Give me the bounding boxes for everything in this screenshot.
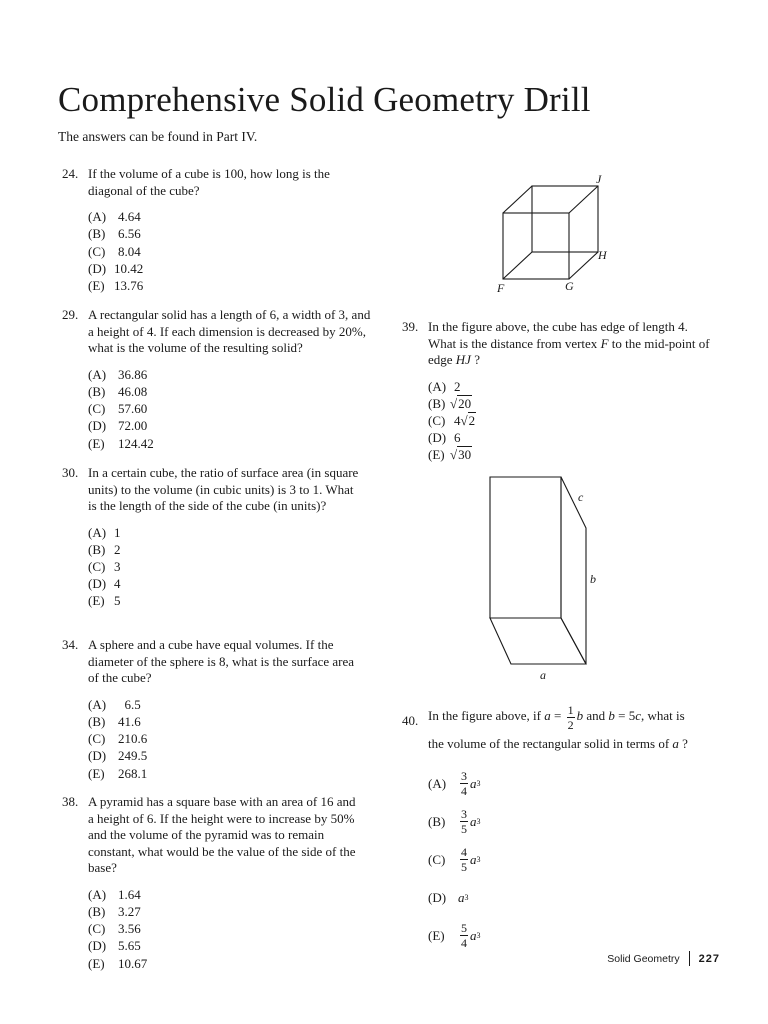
option-b[interactable]: (B) 6.56 — [88, 226, 141, 242]
option-c[interactable]: (C) 8.04 — [88, 243, 141, 259]
question-number: 40. — [402, 713, 419, 728]
option-d[interactable]: (D) 72.00 — [88, 418, 148, 434]
edge-label-a: a — [540, 668, 546, 682]
question-24 — [62, 166, 372, 294]
question-text: In a certain cube, the ratio of surface area (in square units) to the volume (in cubic units) is 3 to 1. What is the length of the side of the cube (in units)? — [88, 465, 359, 513]
option-c[interactable]: (C) 3 — [88, 558, 121, 574]
option-b[interactable]: (B) $\frac{3}{5}$ a 3 — [428, 807, 481, 837]
option-b[interactable]: (B) √20 — [428, 395, 472, 411]
footer-section-name: Solid Geometry — [607, 952, 680, 965]
solid-bottom-face — [490, 618, 586, 664]
option-e[interactable]: (E) 268.1 — [88, 765, 148, 781]
option-c[interactable]: (C) 210.6 — [88, 731, 148, 747]
edge-label-b: b — [590, 572, 596, 586]
option-d[interactable]: (D) a 3 — [428, 889, 469, 905]
page-number: 227 — [698, 952, 720, 965]
question-number: 38. — [62, 794, 79, 809]
question-38 — [62, 794, 362, 972]
option-e[interactable]: (E) √30 — [428, 446, 472, 462]
edge-label-c: c — [578, 490, 584, 504]
solid-front-face — [490, 477, 561, 618]
answer-options — [88, 208, 372, 294]
option-e[interactable]: (E) $\frac{5}{4}$ a 3 — [428, 921, 481, 951]
option-e[interactable]: (E) 5 — [88, 592, 121, 608]
vertex-label-j: J — [596, 172, 602, 186]
answer-options — [88, 366, 374, 452]
option-c[interactable]: (C) 3.56 — [88, 921, 141, 937]
option-b[interactable]: (B) 46.08 — [88, 383, 148, 399]
option-a[interactable]: (A) 1.64 — [88, 886, 141, 902]
vertex-label-h: H — [598, 248, 607, 262]
option-d[interactable]: (D) 6 — [428, 429, 461, 445]
question-text: In the figure above, if a = $\frac{1}{2}$ b and b = 5c, what is the volume of the rectangular solid in terms of a ? — [428, 702, 688, 751]
rectangular-solid-figure — [480, 470, 610, 685]
question-30 — [62, 465, 362, 609]
page-subtitle: The answers can be found in Part IV. — [58, 129, 258, 144]
option-a[interactable]: (A) 6.5 — [88, 696, 141, 712]
question-text: A pyramid has a square base with an area of 16 and a height of 6. If the height were to increase by 50% and the volume of the pyramid was to remain constant, what would be the value of the side of the base? — [88, 794, 356, 875]
option-a[interactable]: (A) 2 — [428, 378, 461, 394]
question-34 — [62, 637, 362, 782]
question-text: A sphere and a cube have equal volumes. If the diameter of the sphere is 8, what is the surface area of the cube? — [88, 637, 355, 685]
answer-options — [88, 886, 362, 972]
option-b[interactable]: (B) 41.6 — [88, 713, 141, 729]
option-d[interactable]: (D) 4 — [88, 575, 121, 591]
option-e[interactable]: (E) 10.67 — [88, 955, 148, 971]
page-footer — [607, 951, 720, 966]
option-e[interactable]: (E) 13.76 — [88, 278, 144, 294]
answer-options — [88, 696, 362, 782]
option-d[interactable]: (D) 10.42 — [88, 260, 144, 276]
footer-divider — [689, 951, 690, 966]
option-b[interactable]: (B) 3.27 — [88, 903, 141, 919]
option-d[interactable]: (D) 249.5 — [88, 748, 148, 764]
question-number: 24. — [62, 166, 79, 181]
answer-options — [428, 765, 722, 955]
option-d[interactable]: (D) 5.65 — [88, 938, 141, 954]
question-40 — [402, 703, 722, 955]
question-number: 29. — [62, 307, 79, 322]
question-number: 34. — [62, 637, 79, 652]
option-a[interactable]: (A) 1 — [88, 524, 121, 540]
cube-figure — [490, 168, 620, 296]
vertex-label-g: G — [565, 279, 574, 293]
answer-options — [428, 378, 712, 463]
option-e[interactable]: (E) 124.42 — [88, 435, 154, 451]
question-text: In the figure above, the cube has edge of length 4. What is the distance from vertex F to the mid-point of edge HJ ? — [428, 319, 710, 367]
question-29 — [62, 307, 374, 452]
vertex-label-f: F — [497, 281, 505, 295]
question-text: A rectangular solid has a length of 6, a width of 3, and a height of 4. If each dimension is decreased by 20%, what is the volume of the resulting solid? — [88, 307, 371, 355]
option-a[interactable]: (A) 36.86 — [88, 366, 148, 382]
option-b[interactable]: (B) 2 — [88, 541, 121, 557]
question-39 — [402, 319, 712, 463]
question-number: 30. — [62, 465, 79, 480]
option-c[interactable]: (C) 57.60 — [88, 401, 148, 417]
option-c[interactable]: (C) $\frac{4}{5}$ a 3 — [428, 845, 481, 875]
page-title: Comprehensive Solid Geometry Drill — [58, 80, 591, 119]
option-c[interactable]: (C) 4√2 — [428, 412, 476, 428]
question-number: 39. — [402, 319, 419, 334]
solid-side-face — [561, 477, 586, 664]
option-a[interactable]: (A) $\frac{3}{4}$ a 3 — [428, 769, 481, 799]
option-a[interactable]: (A) 4.64 — [88, 209, 141, 224]
answer-options — [88, 524, 362, 609]
question-text: If the volume of a cube is 100, how long is the diagonal of the cube? — [88, 166, 330, 198]
